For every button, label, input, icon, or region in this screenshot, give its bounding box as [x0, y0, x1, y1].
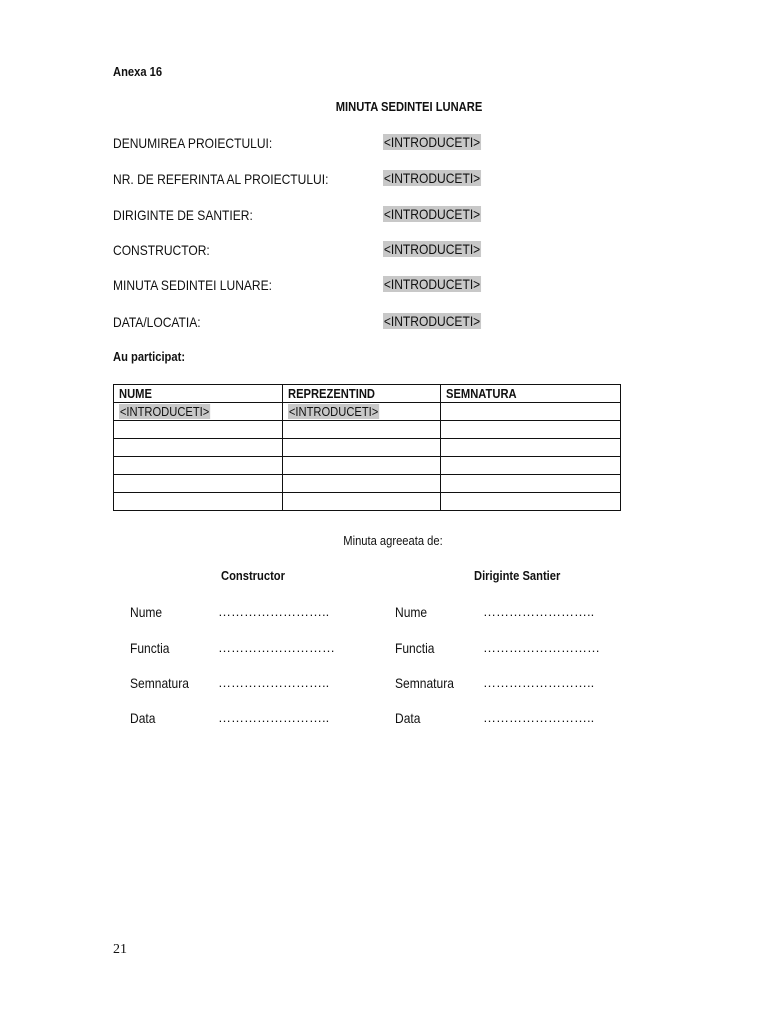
signature-label: Nume [395, 604, 428, 620]
signature-label: Semnatura [395, 675, 454, 691]
participants-table [113, 384, 621, 511]
signature-dots: …………………….. [483, 675, 595, 690]
table-cell-representing[interactable] [283, 493, 441, 511]
signature-heading-site-manager: Diriginte Santier [474, 568, 561, 583]
cell-placeholder[interactable]: <INTRODUCETI> [119, 404, 210, 419]
signature-label: Nume [130, 604, 163, 620]
table-cell-representing[interactable] [283, 475, 441, 493]
signature-label: Functia [130, 640, 170, 656]
signature-dots: …………………….. [483, 604, 595, 619]
table-cell-representing[interactable] [283, 421, 441, 439]
field-project-reference [113, 171, 633, 189]
field-value-placeholder[interactable]: <INTRODUCETI> [383, 134, 481, 150]
participants-title: Au participat: [113, 349, 186, 364]
field-site-manager [113, 207, 633, 225]
document-title: MINUTA SEDINTEI LUNARE [335, 99, 483, 114]
table-cell-name[interactable] [114, 457, 283, 475]
table-cell-name[interactable] [114, 421, 283, 439]
table-row [114, 439, 621, 457]
field-monthly-minutes [113, 277, 633, 295]
table-cell-name[interactable] [114, 439, 283, 457]
table-cell-signature[interactable] [441, 421, 621, 439]
field-value-placeholder[interactable]: <INTRODUCETI> [383, 170, 481, 186]
field-date-location [113, 314, 633, 332]
table-cell-signature[interactable] [441, 457, 621, 475]
table-cell-signature[interactable] [441, 475, 621, 493]
table-cell-name[interactable] [114, 475, 283, 493]
column-header-signature: SEMNATURA [441, 385, 621, 403]
table-row [114, 403, 621, 421]
field-label: NR. DE REFERINTA AL PROIECTULUI: [113, 171, 329, 187]
field-project-name [113, 135, 633, 153]
table-cell-representing[interactable] [283, 439, 441, 457]
cell-placeholder[interactable]: <INTRODUCETI> [288, 404, 379, 419]
table-cell-signature[interactable] [441, 403, 621, 421]
signature-label: Data [130, 710, 156, 726]
table-header-row [114, 385, 621, 403]
annex-label: Anexa 16 [113, 64, 163, 79]
signature-dots: …………………….. [218, 675, 330, 690]
table-cell-name[interactable] [114, 493, 283, 511]
field-label: MINUTA SEDINTEI LUNARE: [113, 277, 273, 293]
signature-dots: …………………….. [483, 710, 595, 725]
table-row [114, 457, 621, 475]
signature-label: Functia [395, 640, 435, 656]
table-cell-representing[interactable] [283, 403, 441, 421]
field-value-placeholder[interactable]: <INTRODUCETI> [383, 313, 481, 329]
column-header-representing: REPREZENTIND [283, 385, 441, 403]
column-header-name: NUME [114, 385, 283, 403]
signature-dots: …………………….. [218, 710, 330, 725]
signature-dots: ……………………… [483, 640, 600, 655]
signature-label: Data [395, 710, 421, 726]
signature-dots: …………………….. [218, 604, 330, 619]
table-cell-signature[interactable] [441, 439, 621, 457]
field-label: CONSTRUCTOR: [113, 242, 210, 258]
page-number: 21 [113, 942, 127, 957]
field-label: DIRIGINTE DE SANTIER: [113, 207, 253, 223]
field-constructor [113, 242, 633, 260]
field-value-placeholder[interactable]: <INTRODUCETI> [383, 276, 481, 292]
table-cell-representing[interactable] [283, 457, 441, 475]
field-label: DATA/LOCATIA: [113, 314, 201, 330]
field-value-placeholder[interactable]: <INTRODUCETI> [383, 241, 481, 257]
field-label: DENUMIREA PROIECTULUI: [113, 135, 273, 151]
table-row [114, 421, 621, 439]
table-row [114, 475, 621, 493]
table-cell-signature[interactable] [441, 493, 621, 511]
signature-heading-constructor: Constructor [221, 568, 285, 583]
table-cell-name[interactable] [114, 403, 283, 421]
agreed-by-text: Minuta agreeata de: [343, 533, 443, 548]
table-row [114, 493, 621, 511]
field-value-placeholder[interactable]: <INTRODUCETI> [383, 206, 481, 222]
signature-dots: ……………………… [218, 640, 335, 655]
signature-label: Semnatura [130, 675, 189, 691]
